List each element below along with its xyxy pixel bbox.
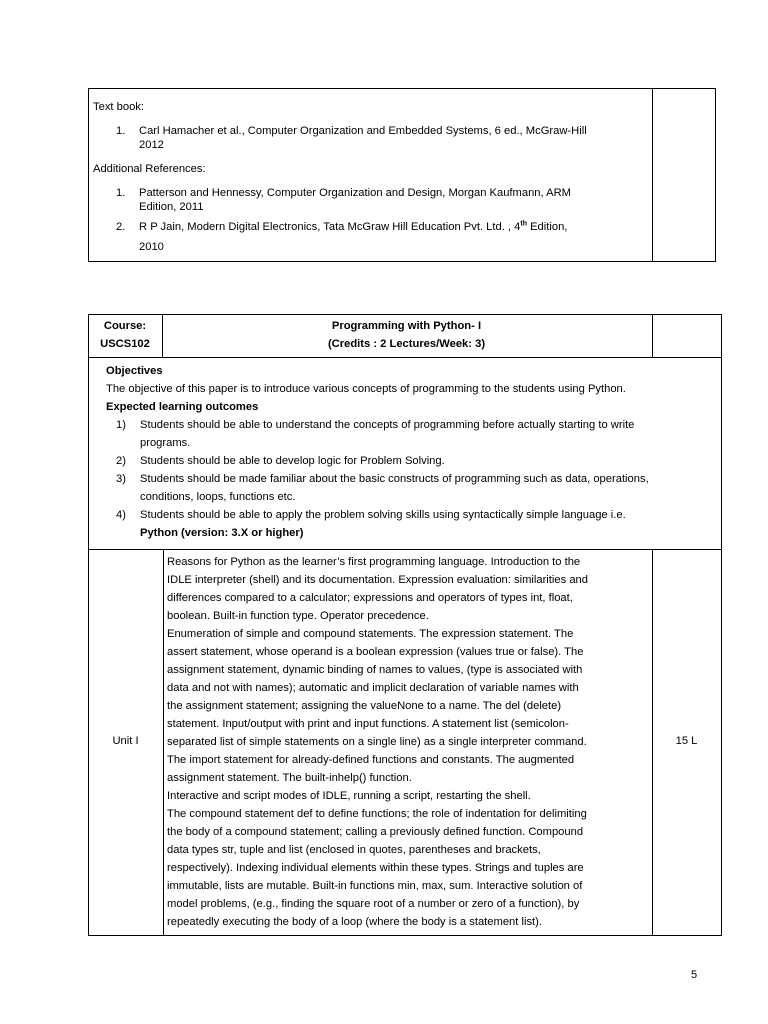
reference-entry-text: R P Jain, Modern Digital Electronics, Tata McGraw Hill Education Pvt. Ltd. , 4 <box>139 221 521 233</box>
outcomes-heading: Expected learning outcomes <box>106 401 259 413</box>
unit-content <box>167 553 639 931</box>
outcome-text: Students should be able to apply the problem solving skills using syntactically simple language i.e. <box>140 509 626 521</box>
outcome-text: Students should be made familiar about the basic constructs of programming such as data, operations, <box>140 473 649 485</box>
unit-content-line: Interactive and script modes of IDLE, running a script, restarting the shell. <box>167 790 531 802</box>
unit-hours: 15 L <box>675 735 698 747</box>
text-book-number: 1. <box>116 125 126 137</box>
reference-number: 1. <box>116 187 126 199</box>
text-book-entry-cont: 2012 <box>139 139 164 151</box>
unit-label-divider <box>163 549 164 935</box>
unit-content-line: separated list of simple statements on a single line) as a single interpreter command. <box>167 736 587 748</box>
unit-content-line: assignment statement, dynamic binding of names to values, (type is associated with <box>167 664 583 676</box>
unit-content-line: data and not with names); automatic and implicit declaration of variable names with <box>167 682 579 694</box>
course-credits: (Credits : 2 Lectures/Week: 3) <box>327 338 486 350</box>
outcome-text-cont: conditions, loops, functions etc. <box>140 491 296 503</box>
text-book-entry: Carl Hamacher et al., Computer Organization and Embedded Systems, 6 ed., McGraw-Hill <box>139 125 587 137</box>
outcome-text: Students should be able to understand the concepts of programming before actually starting to write <box>140 419 635 431</box>
course-code: USCS102 <box>100 338 150 350</box>
unit-label: Unit I <box>112 735 139 747</box>
unit-content-line: Enumeration of simple and compound statements. The expression statement. The <box>167 628 574 640</box>
unit-content-line: boolean. Built-in function type. Operator precedence. <box>167 610 429 622</box>
reference-entry-cont: 2010 <box>139 241 164 253</box>
unit-content-line: the assignment statement; assigning the valueNone to a name. The del (delete) <box>167 700 562 712</box>
outcome-number: 3) <box>116 473 126 485</box>
course-title-divider <box>652 315 653 357</box>
objectives-row-divider <box>89 549 721 550</box>
unit-content-line: The compound statement def to define functions; the role of indentation for delimiting <box>167 808 587 820</box>
reference-entry-superscript: th <box>520 220 527 228</box>
unit-content-line: assert statement, whose operand is a boolean expression (values true or false). The <box>167 646 584 658</box>
objectives-heading: Objectives <box>106 365 163 377</box>
outcome-text-cont: Python (version: 3.X or higher) <box>140 527 304 539</box>
outcome-number: 4) <box>116 509 126 521</box>
additional-references-heading: Additional References: <box>93 163 206 175</box>
course-title: Programming with Python- I <box>331 320 482 332</box>
outcome-number: 2) <box>116 455 126 467</box>
unit-content-line: repeatedly executing the body of a loop (where the body is a statement list). <box>167 916 542 928</box>
unit-content-line: model problems, (e.g., finding the square root of a number or zero of a function), by <box>167 898 580 910</box>
reference-entry-cont: Edition, 2011 <box>139 201 204 213</box>
unit-content-line: Reasons for Python as the learner’s first programming language. Introduction to the <box>167 556 581 568</box>
reference-number: 2. <box>116 221 126 233</box>
reference-entry <box>139 218 567 236</box>
unit-content-line: immutable, lists are mutable. Built-in functions min, max, sum. Interactive solution of <box>167 880 583 892</box>
unit-content-line: IDLE interpreter (shell) and its documentation. Expression evaluation: similarities and <box>167 574 588 586</box>
page-number: 5 <box>691 969 698 981</box>
outcome-text: Students should be able to develop logic for Problem Solving. <box>140 455 445 467</box>
unit-content-line: data types str, tuple and list (enclosed in quotes, parentheses and brackets, <box>167 844 541 856</box>
column-divider <box>652 89 653 261</box>
unit-content-line: the body of a compound statement; calling a previously defined function. Compound <box>167 826 584 838</box>
unit-content-line: assignment statement. The built-inhelp() function. <box>167 772 412 784</box>
header-row-divider <box>89 357 721 358</box>
unit-content-line: respectively). Indexing individual elements within these types. Strings and tuples are <box>167 862 584 874</box>
reference-entry-suffix: Edition, <box>526 221 568 233</box>
outcome-number: 1) <box>116 419 126 431</box>
unit-content-line: differences compared to a calculator; expressions and operators of types int, float, <box>167 592 573 604</box>
objectives-text: The objective of this paper is to introduce various concepts of programming to the students using Python. <box>106 383 626 395</box>
text-book-heading: Text book: <box>93 101 144 113</box>
unit-content-line: The import statement for already-defined functions and constants. The augmented <box>167 754 575 766</box>
course-label: Course: <box>103 320 147 332</box>
reference-entry: Patterson and Hennessy, Computer Organization and Design, Morgan Kaufmann, ARM <box>139 187 571 199</box>
outcome-text-cont: programs. <box>140 437 191 449</box>
unit-content-line: statement. Input/output with print and input functions. A statement list (semicolon- <box>167 718 569 730</box>
